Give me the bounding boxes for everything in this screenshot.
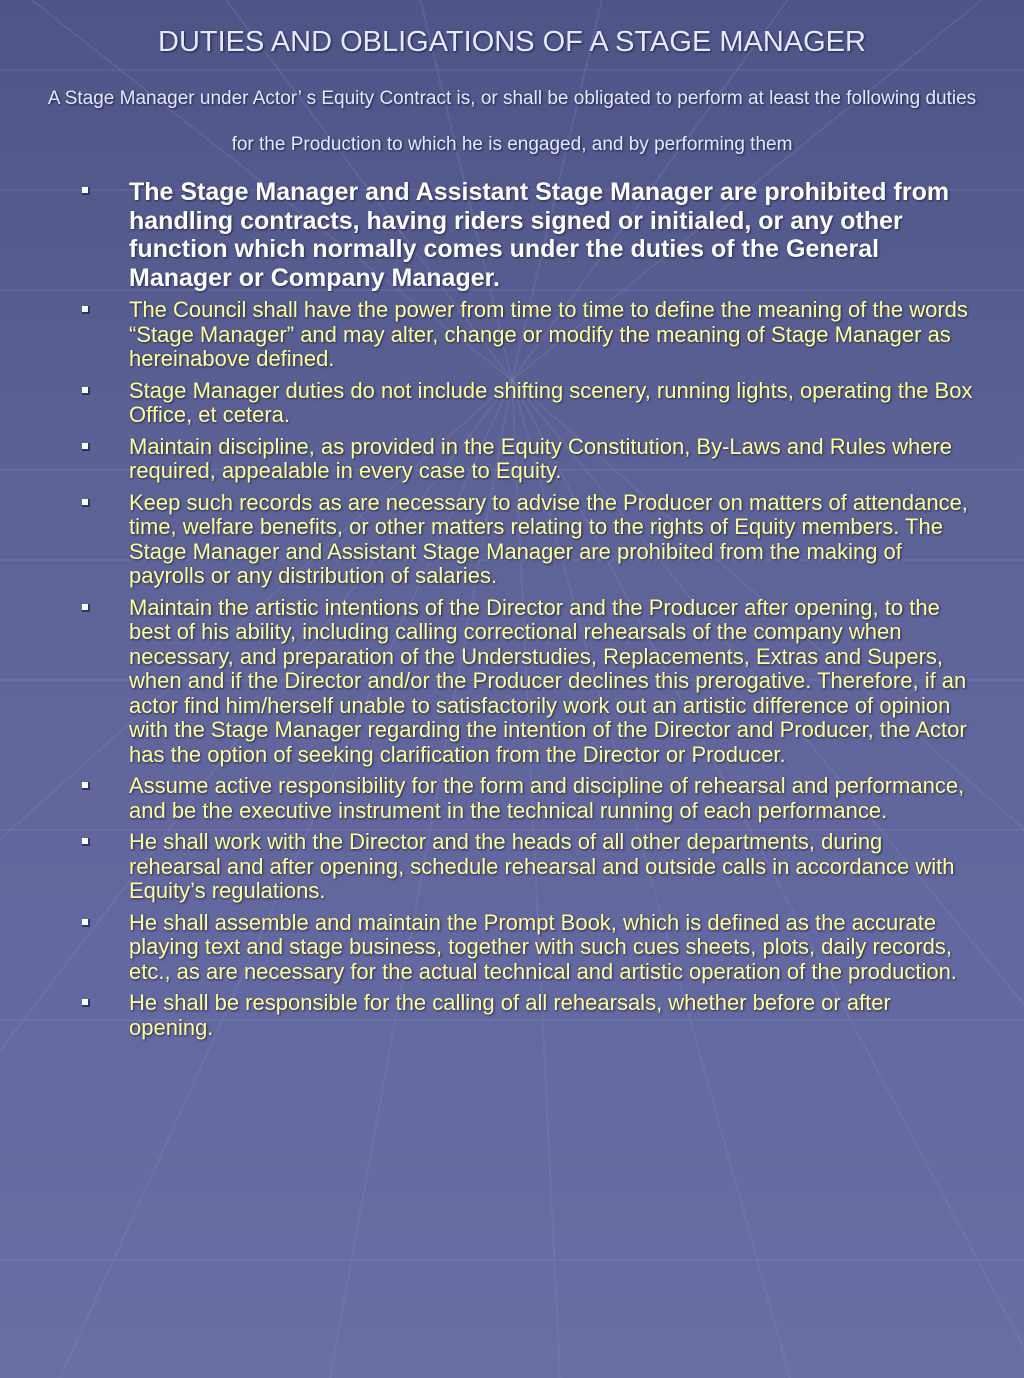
bullet-item — [78, 596, 978, 768]
square-bullet-icon — [82, 782, 90, 790]
bullet-text: The Stage Manager and Assistant Stage Manager are prohibited from handling contracts, having riders signed or initialed, or any other function which normally comes under the duties of the General Manager or Company Manager. — [129, 178, 950, 292]
bullet-text: He shall work with the Director and the heads of all other departments, during rehearsal and after opening, schedule rehearsal and outside calls in accordance with Equity’s regulations. — [129, 829, 955, 903]
bullet-text: Assume active responsibility for the form and discipline of rehearsal and performance, and be the executive instrument in the technical running of each performance. — [129, 773, 965, 823]
bullet-item — [78, 774, 978, 823]
bullet-item — [78, 298, 978, 372]
bullet-text: He shall be responsible for the calling of all rehearsals, whether before or after opening. — [129, 990, 891, 1040]
bullet-text: Maintain discipline, as provided in the Equity Constitution, By-Laws and Rules where required, appealable in every case to Equity. — [129, 433, 952, 483]
slide-title: DUTIES AND OBLIGATIONS OF A STAGE MANAGER — [158, 26, 866, 58]
bullet-item — [78, 379, 978, 428]
bullet-item — [78, 830, 978, 904]
bullet-text: He shall assemble and maintain the Prompt Book, which is defined as the accurate playing text and stage business, together with such cues sheets, plots, daily records, etc., as are necessary for the actual technical and artistic operation of the production. — [129, 909, 957, 984]
bullet-text: The Council shall have the power from time to time to define the meaning of the words “Stage Manager” and may alter, change or modify the meaning of Stage Manager as hereinabove defined. — [129, 297, 968, 371]
bullet-item — [78, 991, 978, 1040]
square-bullet-icon — [82, 499, 90, 507]
bullet-item — [78, 435, 978, 484]
square-bullet-icon — [82, 306, 90, 314]
slide-subtitle: A Stage Manager under Actor’ s Equity Contract is, or shall be obligated to perform at least the following duties for the Production to which he is engaged, and by performing them — [47, 88, 977, 155]
bullet-text: Keep such records as are necessary to advise the Producer on matters of attendance, time, welfare benefits, or other matters relating to the rights of Equity members. The Stage Manager and Assistant Stage Manager are prohibited from the making of payrolls or any distribution of salaries. — [129, 489, 968, 588]
square-bullet-icon — [82, 838, 90, 846]
square-bullet-icon — [82, 443, 90, 451]
bullet-item — [78, 491, 978, 589]
bullet-item — [78, 178, 978, 292]
square-bullet-icon — [82, 999, 90, 1007]
bullet-text: Stage Manager duties do not include shifting scenery, running lights, operating the Box Office, et cetera. — [129, 377, 973, 427]
bullet-text: Maintain the artistic intentions of the Director and the Producer after opening, to the best of his ability, including calling correctional rehearsals of the company when necessary, and preparation of the Understudies, Replacements, Extras and Supers, when and if the Director and/or the Producer declines this prerogative. Therefore, if an actor find him/herself unable to satisfactorily work out an artistic difference of opinion with the Stage Manager regarding the intention of the Director and Producer, the Actor has the option of seeking clarification from the Director or Producer. — [129, 594, 967, 767]
bullet-item — [78, 911, 978, 985]
square-bullet-icon — [82, 187, 90, 195]
bullet-list — [78, 178, 978, 1047]
square-bullet-icon — [82, 387, 90, 395]
square-bullet-icon — [82, 919, 90, 927]
square-bullet-icon — [82, 604, 90, 612]
